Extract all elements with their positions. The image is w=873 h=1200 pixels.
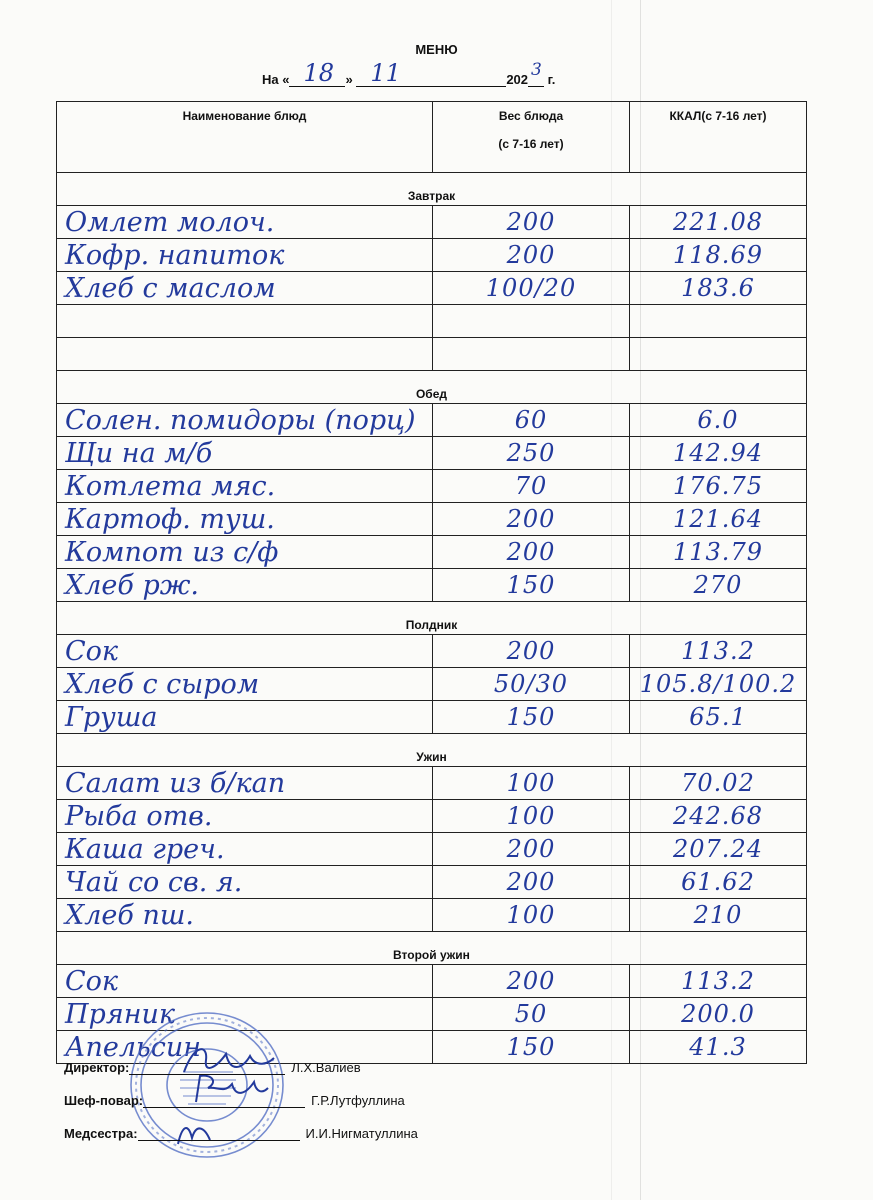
day-blank: [289, 59, 345, 87]
dish-kcal: 176.75: [630, 470, 807, 503]
dish-name: Компот из с/ф: [57, 536, 433, 569]
menu-table: [56, 101, 807, 1064]
director-blank: [129, 1060, 285, 1075]
menu-row: [57, 701, 807, 734]
month-value: 11: [370, 59, 401, 87]
dish-kcal: 207.24: [630, 833, 807, 866]
dish-weight: 200: [433, 833, 630, 866]
nurse-label: Медсестра:: [64, 1126, 138, 1141]
menu-row: [57, 404, 807, 437]
dish-name: Картоф. туш.: [57, 503, 433, 536]
section-row: [57, 932, 807, 965]
dish-kcal: 113.2: [630, 965, 807, 998]
dish-name: Щи на м/б: [57, 437, 433, 470]
dish-name: Каша греч.: [57, 833, 433, 866]
dish-name: Хлеб с маслом: [57, 272, 433, 305]
dish-weight: [433, 305, 630, 338]
dish-kcal: 118.69: [630, 239, 807, 272]
dish-kcal: 221.08: [630, 206, 807, 239]
menu-row: [57, 272, 807, 305]
date-prefix: На «: [262, 72, 290, 87]
dish-name: Хлеб с сыром: [57, 668, 433, 701]
dish-kcal: 121.64: [630, 503, 807, 536]
table-header-row: [57, 102, 807, 173]
dish-kcal: 270: [630, 569, 807, 602]
section-title: Ужин: [57, 734, 807, 767]
date-mid: »: [345, 72, 353, 87]
section-title: Обед: [57, 371, 807, 404]
dish-weight: 200: [433, 206, 630, 239]
dish-name: Салат из б/кап: [57, 767, 433, 800]
dish-kcal: 113.2: [630, 635, 807, 668]
dish-name: Солен. помидоры (порц): [57, 404, 433, 437]
dish-weight: 200: [433, 503, 630, 536]
menu-row: [57, 668, 807, 701]
dish-kcal: 183.6: [630, 272, 807, 305]
year-prefix: 202: [506, 72, 529, 87]
section-row: [57, 173, 807, 206]
dish-weight: 150: [433, 569, 630, 602]
menu-row: [57, 866, 807, 899]
section-title: Второй ужин: [57, 932, 807, 965]
dish-name: Хлеб рж.: [57, 569, 433, 602]
section-title: Завтрак: [57, 173, 807, 206]
dish-weight: 200: [433, 866, 630, 899]
dish-name: Кофр. напиток: [57, 239, 433, 272]
header-weight: [433, 102, 630, 173]
header-weight-label: Вес блюда: [498, 109, 564, 123]
dish-weight: 100/20: [433, 272, 630, 305]
dish-weight: 250: [433, 437, 630, 470]
dish-name: Чай со св. я.: [57, 866, 433, 899]
year-blank: [528, 60, 544, 87]
dish-name: [57, 338, 433, 371]
nurse-signature-line: [64, 1126, 418, 1141]
dish-weight: 60: [433, 404, 630, 437]
dish-weight: 200: [433, 965, 630, 998]
dish-name: Пряник: [57, 998, 433, 1031]
date-line: [262, 59, 556, 87]
header-dish-name: Наименование блюд: [57, 102, 433, 173]
dish-name: Рыба отв.: [57, 800, 433, 833]
menu-row: [57, 536, 807, 569]
director-name: Л.Х.Валиев: [291, 1060, 361, 1075]
dish-kcal: 142.94: [630, 437, 807, 470]
dish-kcal: 242.68: [630, 800, 807, 833]
dish-kcal: 41.3: [630, 1031, 807, 1064]
header-weight-age: (с 7-16 лет): [498, 137, 564, 151]
dish-kcal: [630, 338, 807, 371]
dish-weight: 100: [433, 767, 630, 800]
dish-kcal: 210: [630, 899, 807, 932]
dish-name: [57, 305, 433, 338]
menu-row: [57, 965, 807, 998]
dish-name: Груша: [57, 701, 433, 734]
section-title: Полдник: [57, 602, 807, 635]
dish-kcal: 6.0: [630, 404, 807, 437]
dish-weight: 150: [433, 701, 630, 734]
dish-weight: 100: [433, 899, 630, 932]
menu-row: [57, 305, 807, 338]
document-title: МЕНЮ: [415, 42, 458, 57]
menu-row: [57, 338, 807, 371]
chef-blank: [143, 1093, 305, 1108]
menu-row: [57, 503, 807, 536]
director-signature-line: [64, 1060, 361, 1075]
dish-weight: 70: [433, 470, 630, 503]
menu-row: [57, 206, 807, 239]
day-value: 18: [303, 59, 335, 87]
dish-weight: 150: [433, 1031, 630, 1064]
menu-row: [57, 569, 807, 602]
dish-name: Сок: [57, 635, 433, 668]
menu-row: [57, 800, 807, 833]
menu-body: [57, 173, 807, 1064]
section-row: [57, 371, 807, 404]
dish-kcal: 65.1: [630, 701, 807, 734]
dish-name: Котлета мяс.: [57, 470, 433, 503]
chef-label: Шеф-повар:: [64, 1093, 144, 1108]
dish-weight: 200: [433, 239, 630, 272]
menu-row: [57, 470, 807, 503]
menu-row: [57, 833, 807, 866]
dish-weight: [433, 338, 630, 371]
dish-weight: 200: [433, 536, 630, 569]
dish-name: Апельсин: [57, 1031, 433, 1064]
year-digit: 3: [531, 60, 542, 80]
section-row: [57, 734, 807, 767]
dish-kcal: 200.0: [630, 998, 807, 1031]
dish-kcal: 105.8/100.2: [630, 668, 807, 701]
nurse-blank: [138, 1126, 300, 1141]
dish-name: Хлеб пш.: [57, 899, 433, 932]
year-suffix: г.: [544, 72, 556, 87]
section-row: [57, 602, 807, 635]
menu-row: [57, 767, 807, 800]
dish-kcal: 70.02: [630, 767, 807, 800]
dish-kcal: 61.62: [630, 866, 807, 899]
dish-weight: 100: [433, 800, 630, 833]
chef-signature-line: [64, 1093, 405, 1108]
menu-row: [57, 437, 807, 470]
dish-name: Сок: [57, 965, 433, 998]
menu-row: [57, 899, 807, 932]
menu-row: [57, 635, 807, 668]
header-kcal: ККАЛ(с 7-16 лет): [630, 102, 807, 173]
chef-name: Г.Р.Лутфуллина: [311, 1093, 405, 1108]
menu-row: [57, 239, 807, 272]
dish-weight: 200: [433, 635, 630, 668]
dish-name: Омлет молоч.: [57, 206, 433, 239]
nurse-name: И.И.Нигматуллина: [305, 1126, 418, 1141]
director-label: Директор:: [64, 1060, 130, 1075]
month-blank: [356, 59, 506, 87]
dish-kcal: [630, 305, 807, 338]
dish-weight: 50: [433, 998, 630, 1031]
dish-weight: 50/30: [433, 668, 630, 701]
dish-kcal: 113.79: [630, 536, 807, 569]
